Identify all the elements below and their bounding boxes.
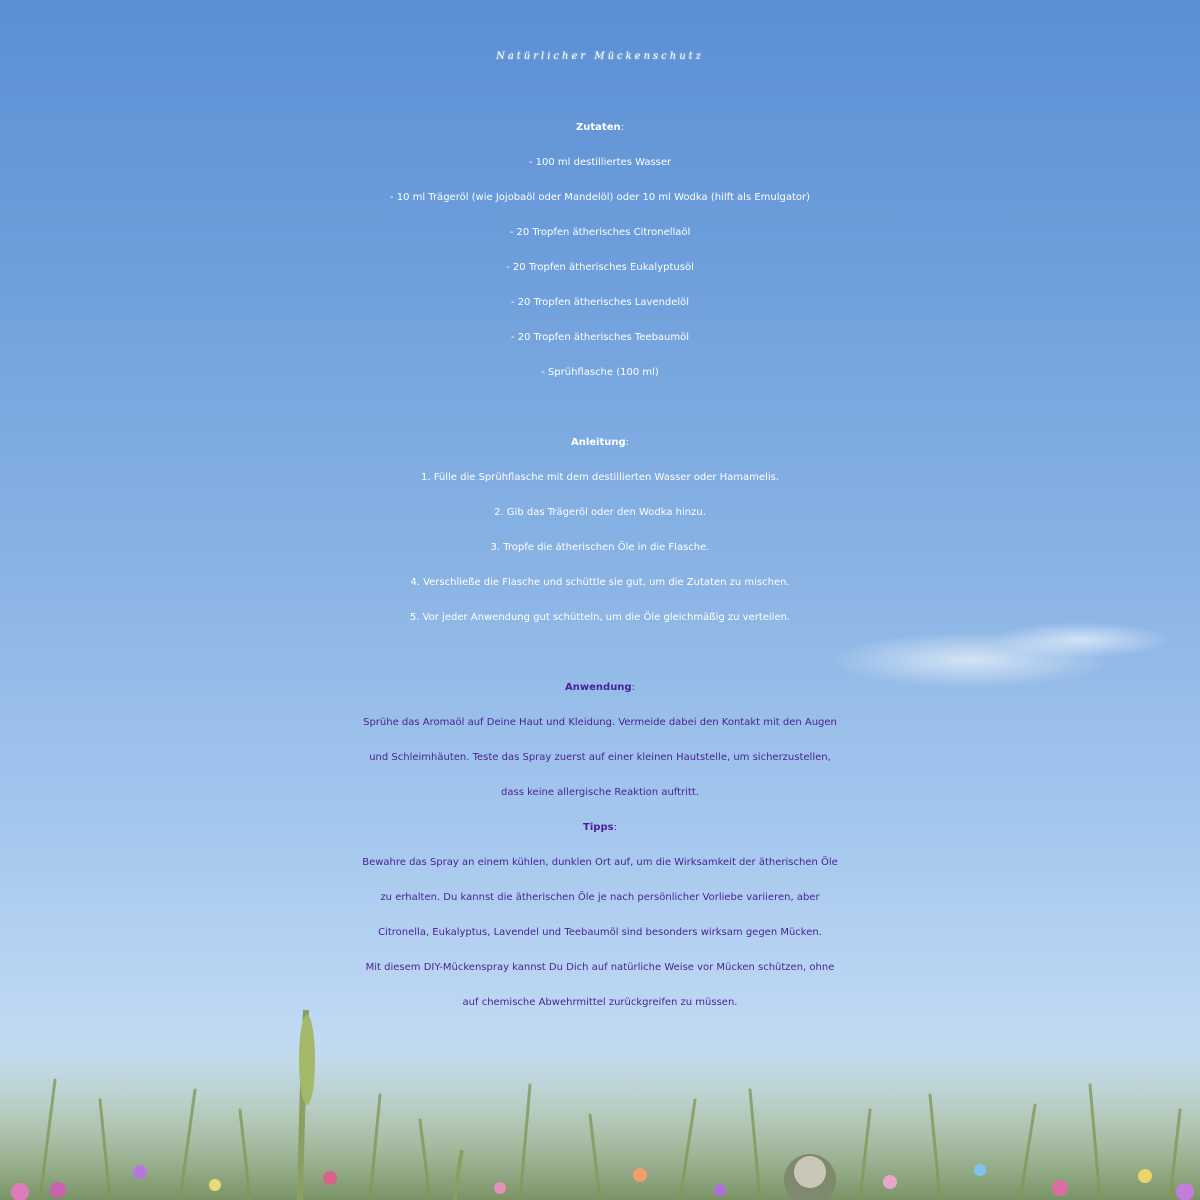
instruction-step: 5. Vor jeder Anwendung gut schütteln, um die Öle gleichmäßig zu verteilen.	[409, 612, 791, 623]
ingredients-heading-label: Zutaten	[576, 122, 621, 133]
ingredient-item: - Sprühflasche (100 ml)	[541, 367, 659, 378]
usage-text-line: und Schleimhäuten. Teste das Spray zuerst auf einer kleinen Hautstelle, um sicherzustellen,	[369, 752, 831, 763]
section-spacer	[0, 635, 1200, 670]
ingredient-item: - 20 Tropfen ätherisches Citronellaöl	[509, 227, 691, 238]
instruction-step: 3. Tropfe die ätherischen Öle in die Flasche.	[490, 542, 710, 553]
tips-text-line: Bewahre das Spray an einem kühlen, dunklen Ort auf, um die Wirksamkeit der ätherischen Öle	[362, 857, 838, 868]
recipe-content	[0, 110, 1200, 1020]
instruction-step: 1. Fülle die Sprühflasche mit dem destillierten Wasser oder Hamamelis.	[420, 472, 780, 483]
usage-heading: Anwendung:	[565, 682, 635, 693]
instructions-heading-label: Anleitung	[570, 437, 626, 448]
instruction-step: 4. Verschließe die Flasche und schüttle sie gut, um die Zutaten zu mischen.	[410, 577, 790, 588]
ingredient-item: - 10 ml Trägeröl (wie Jojobaöl oder Mandelöl) oder 10 ml Wodka (hilft als Emulgator)	[389, 192, 811, 203]
tips-text-line: auf chemische Abwehrmittel zurückgreifen zu müssen.	[462, 997, 738, 1008]
tips-heading-label: Tipps	[583, 822, 614, 833]
instruction-step: 2. Gib das Trägeröl oder den Wodka hinzu.	[494, 507, 706, 518]
section-spacer	[0, 390, 1200, 425]
ingredient-item: - 20 Tropfen ätherisches Lavendelöl	[510, 297, 690, 308]
page-title: Natürlicher Mückenschutz	[496, 51, 704, 62]
tips-heading: Tipps:	[583, 822, 617, 833]
ingredient-item: - 20 Tropfen ätherisches Teebaumöl	[510, 332, 690, 343]
tips-text-line: Mit diesem DIY-Mückenspray kannst Du Dich auf natürliche Weise vor Mücken schützen, ohne	[365, 962, 835, 973]
instructions-heading: Anleitung:	[570, 437, 630, 448]
usage-text-line: Sprühe das Aromaöl auf Deine Haut und Kleidung. Vermeide dabei den Kontakt mit den Augen	[363, 717, 837, 728]
ingredient-item: - 100 ml destilliertes Wasser	[528, 157, 672, 168]
tips-text-line: Citronella, Eukalyptus, Lavendel und Teebaumöl sind besonders wirksam gegen Mücken.	[378, 927, 822, 938]
usage-heading-label: Anwendung	[565, 682, 632, 693]
ingredients-heading: Zutaten:	[576, 122, 624, 133]
usage-text-line: dass keine allergische Reaktion auftritt.	[501, 787, 699, 798]
ingredient-item: - 20 Tropfen ätherisches Eukalyptusöl	[506, 262, 694, 273]
tips-text-line: zu erhalten. Du kannst die ätherischen Öle je nach persönlicher Vorliebe variieren, aber	[380, 892, 820, 903]
